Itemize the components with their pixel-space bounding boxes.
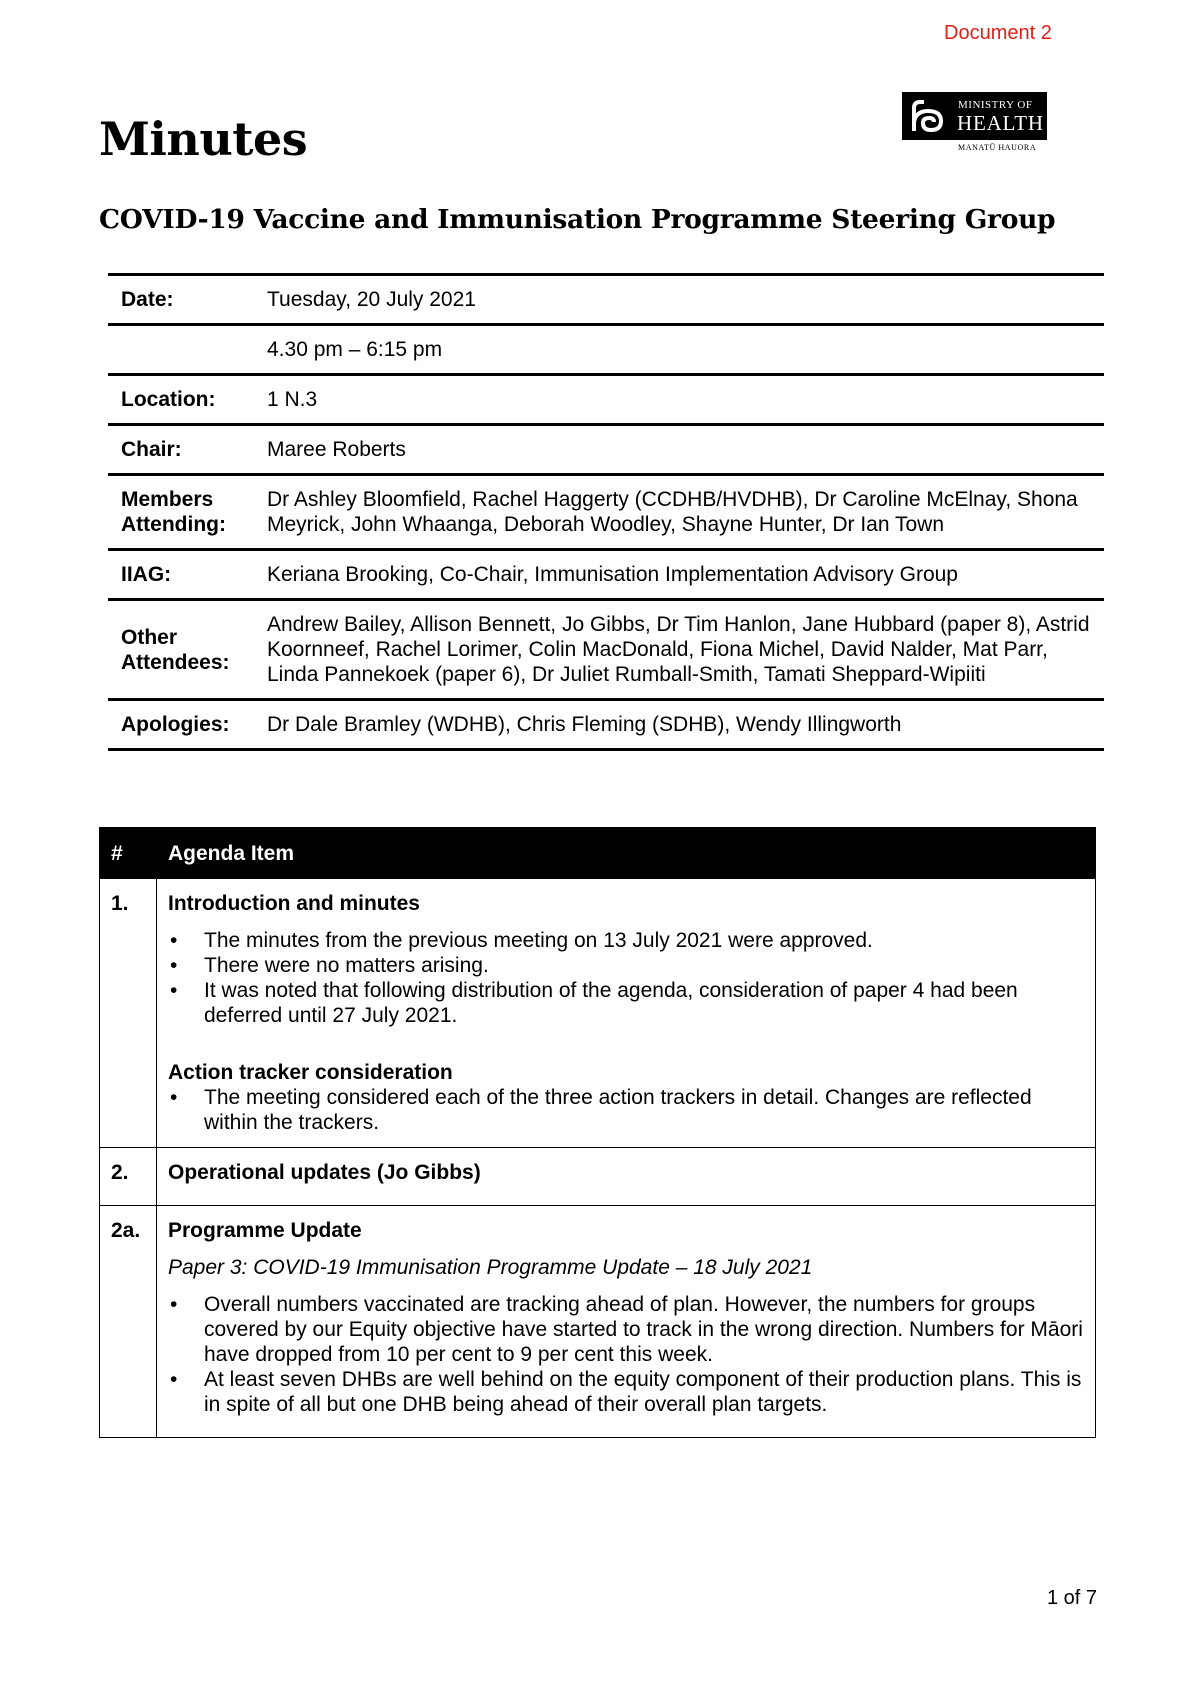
agenda-header-num: # <box>100 828 157 879</box>
agenda-bullet: • The minutes from the previous meeting on 13 July 2021 were approved. <box>168 928 1085 953</box>
agenda-row <box>100 1206 1096 1438</box>
meeting-label: Location: <box>121 388 216 411</box>
agenda-item-body <box>157 879 1096 1148</box>
logo-box <box>902 92 1047 140</box>
meeting-row-location <box>108 375 1104 425</box>
agenda-bullet-list <box>168 928 1085 1028</box>
agenda-row <box>100 879 1096 1148</box>
agenda-table <box>99 827 1096 1438</box>
logo-manatu-hauora: MANATŪ HAUORA <box>958 143 1037 152</box>
agenda-item-number: 2a. <box>100 1206 157 1438</box>
meeting-value: Andrew Bailey, Allison Bennett, Jo Gibbs, Dr Tim Hanlon, Jane Hubbard (paper 8), Astrid Koornneef, Rachel Lorimer, Colin MacDonald, Fiona Michel, David Nalder, Mat Parr, Linda Pannekoek (paper 6), Dr Juliet Rumball-Smith, Tamati Sheppard-Wipiiti <box>267 613 1090 686</box>
agenda-item-title: Introduction and minutes <box>168 892 420 915</box>
meeting-details-table <box>108 273 1104 751</box>
meeting-label: Other Attendees: <box>121 625 230 674</box>
page-title: Minutes <box>99 112 308 166</box>
document-label: Document 2 <box>944 22 1052 44</box>
meeting-label: Date: <box>121 288 174 311</box>
agenda-sub-heading: Action tracker consideration <box>168 1061 453 1084</box>
logo-ministry-of: MINISTRY OF <box>958 99 1033 111</box>
meeting-label: Chair: <box>121 438 182 461</box>
meeting-value: 4.30 pm – 6:15 pm <box>267 338 443 361</box>
meeting-value: Dr Dale Bramley (WDHB), Chris Fleming (SDHB), Wendy Illingworth <box>267 713 902 736</box>
meeting-label: Members Attending: <box>121 488 226 536</box>
agenda-bullet: • Overall numbers vaccinated are tracking ahead of plan. However, the numbers for groups covered by our Equity objective have started to track in the wrong direction. Numbers for Māori have dropped from 10 per cent to 9 per cent this week. <box>168 1292 1085 1367</box>
agenda-item-number: 2. <box>100 1148 157 1206</box>
meeting-value: Maree Roberts <box>267 438 406 461</box>
meeting-row-date <box>108 275 1104 325</box>
meeting-row-members <box>108 475 1104 550</box>
meeting-row-other-attendees <box>108 600 1104 700</box>
agenda-bullet: • At least seven DHBs are well behind on the equity component of their production plans. This is in spite of all but one DHB being ahead of their overall plan targets. <box>168 1367 1085 1417</box>
agenda-bullet-list <box>168 1292 1085 1417</box>
agenda-item-body <box>157 1206 1096 1438</box>
meeting-row-iiag <box>108 550 1104 600</box>
meeting-row-time <box>108 325 1104 375</box>
agenda-bullet: • It was noted that following distribution of the agenda, consideration of paper 4 had been deferred until 27 July 2021. <box>168 978 1085 1028</box>
meeting-label: Apologies: <box>121 713 230 736</box>
paper-reference: Paper 3: COVID-19 Immunisation Programme Update – 18 July 2021 <box>168 1256 813 1279</box>
agenda-item-number: 1. <box>100 879 157 1148</box>
meeting-label: IIAG: <box>121 563 172 586</box>
ministry-of-health-logo <box>902 92 1047 152</box>
meeting-value: 1 N.3 <box>267 388 318 411</box>
agenda-item-title: Programme Update <box>168 1219 362 1242</box>
koru-icon <box>908 98 948 134</box>
meeting-value: Tuesday, 20 July 2021 <box>267 288 476 311</box>
agenda-bullet: • There were no matters arising. <box>168 953 1085 978</box>
agenda-bullet-list <box>168 1085 1085 1135</box>
meeting-label <box>108 325 267 375</box>
meeting-value: Keriana Brooking, Co-Chair, Immunisation Implementation Advisory Group <box>267 563 958 586</box>
page-subtitle: COVID-19 Vaccine and Immunisation Programme Steering Group <box>99 204 1056 235</box>
page-number: 1 of 7 <box>1047 1587 1098 1609</box>
agenda-bullet: • The meeting considered each of the three action trackers in detail. Changes are reflected within the trackers. <box>168 1085 1085 1135</box>
logo-health: HEALTH <box>957 111 1044 135</box>
meeting-row-chair <box>108 425 1104 475</box>
agenda-item-title: Operational updates (Jo Gibbs) <box>168 1161 481 1184</box>
meeting-row-apologies <box>108 700 1104 750</box>
agenda-item-body <box>157 1148 1096 1206</box>
agenda-row <box>100 1148 1096 1206</box>
agenda-header-item: Agenda Item <box>157 828 1096 879</box>
agenda-header-row <box>100 828 1096 879</box>
meeting-value: Dr Ashley Bloomfield, Rachel Haggerty (CCDHB/HVDHB), Dr Caroline McElnay, Shona Meyrick, John Whaanga, Deborah Woodley, Shayne Hunter, Dr Ian Town <box>267 488 1078 536</box>
